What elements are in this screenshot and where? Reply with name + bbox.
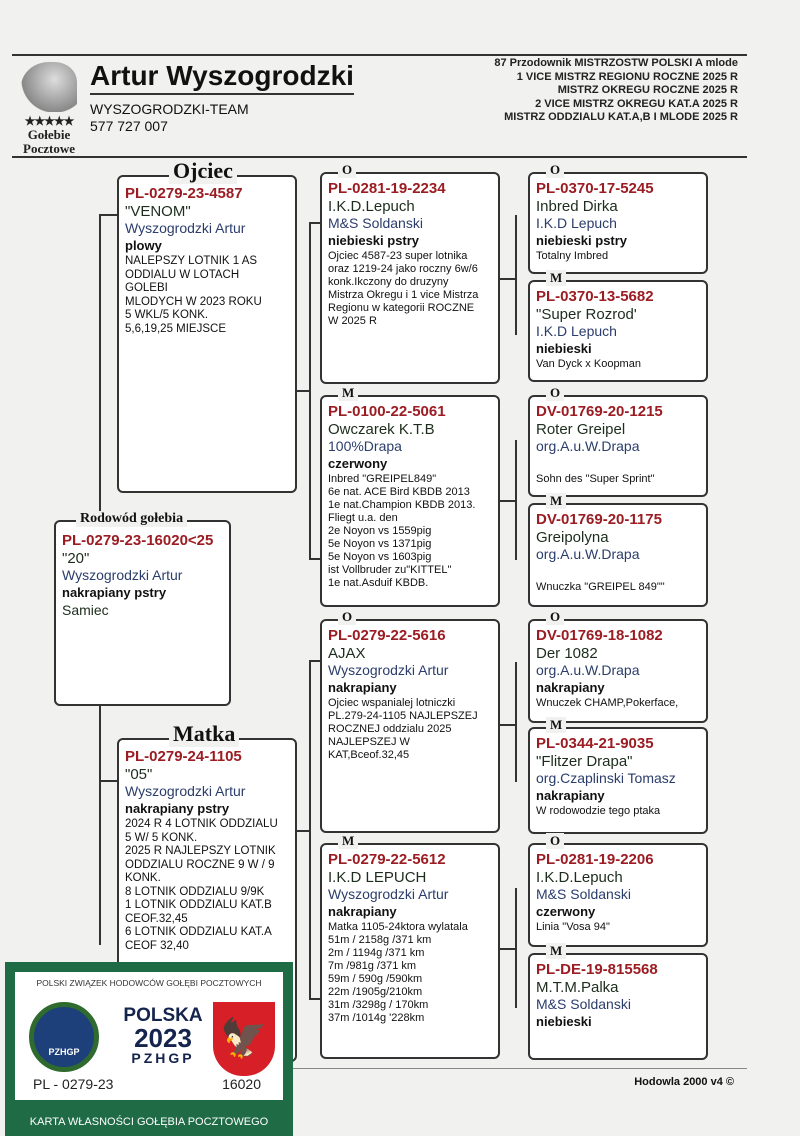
notes: Totalny Imbred <box>536 250 609 262</box>
header-top-rule <box>12 54 747 56</box>
sex-label: O <box>546 385 564 401</box>
achievement: 1 VICE MISTRZ REGIONU ROCZNE 2025 R <box>516 70 738 83</box>
sire-box <box>117 158 297 493</box>
logo-text: Gołebie <box>27 127 71 142</box>
sex-label: M <box>338 385 358 401</box>
card-org: POLSKI ZWIĄZEK HODOWCÓW GOŁĘBI POCZTOWYCH <box>36 978 262 988</box>
pigeon-name: AJAX <box>328 645 366 662</box>
notes: Inbred "GREIPEL849" 6e nat. ACE Bird KBDB 2013 1e nat.Champion KBDB 2013. Fliegt u.a. den 2e Noyon vs 1559pig 5e Noyon vs 1371pig 5e Noyon vs 1603pig ist Vollbruder zu"KITTEL" 1e nat.Asduif KBDB. <box>328 473 476 589</box>
breeder: I.K.D Lepuch <box>536 215 617 231</box>
pigeon-name: I.K.D LEPUCH <box>328 869 427 886</box>
pigeon-name: "20" <box>62 550 90 567</box>
notes: W rodowodzie tego ptaka <box>536 805 661 817</box>
connector <box>499 278 515 280</box>
polish-eagle-icon: 🦅 <box>213 1002 275 1076</box>
pigeon-color: niebieski <box>536 1014 592 1029</box>
connector <box>296 390 310 392</box>
notes: Wnuczka "GREIPEL 849"" <box>536 581 665 593</box>
ring-number: PL-DE-19-815568 <box>536 961 658 978</box>
sex-label: M <box>546 270 566 286</box>
emblem-text: PZHGP <box>48 1047 80 1057</box>
sex-label: M <box>546 943 566 959</box>
header-bottom-rule <box>12 156 747 158</box>
card-year: 2023 <box>134 1023 192 1053</box>
notes: NALEPSZY LOTNIK 1 AS ODDIALU W LOTACH GOLEBI MLODYCH W 2023 ROKU 5 WKL/5 KONK. 5,6,19,25 MIEJSCE <box>125 255 262 335</box>
connector <box>515 888 517 1008</box>
sex-label: O <box>338 162 356 178</box>
pigeon-name: Owczarek K.T.B <box>328 421 435 438</box>
breeder: org.A.u.W.Drapa <box>536 662 640 678</box>
sex-label: O <box>546 609 564 625</box>
pigeon-color: niebieski <box>536 341 592 356</box>
ring-number: PL-0279-24-1105 <box>125 748 242 765</box>
team-name: WYSZOGRODZKI-TEAM <box>90 101 249 117</box>
breeder: M&S Soldanski <box>536 996 631 1012</box>
pigeon-color: nakrapiany <box>328 680 397 695</box>
connector <box>499 724 515 726</box>
dam-label: Matka <box>169 721 239 747</box>
pigeon-name: I.K.D.Lepuch <box>536 869 623 886</box>
notes: 2024 R 4 LOTNIK ODDZIALU 5 W/ 5 KONK. 2025 R NAJLEPSZY LOTNIK ODDZIALU ROCZNE 9 W / 9 KONK. 8 LOTNIK ODDZIALU 9/9K 1 LOTNIK ODDZIALU KAT.B CEOF.32,45 6 LOTNIK ODDZIALU KAT.A CEOF 32,40 <box>125 818 278 952</box>
connector <box>99 214 101 520</box>
sex-label: O <box>338 609 356 625</box>
breeder: Wyszogrodzki Artur <box>125 220 246 236</box>
pigeon-color: nakrapiany <box>536 788 605 803</box>
gen2-ancestor-box <box>320 609 500 833</box>
pigeon-color: nakrapiany <box>328 904 397 919</box>
ring-number: DV-01769-20-1175 <box>536 511 662 528</box>
ring-number: PL-0100-22-5061 <box>328 403 446 420</box>
notes: Ojciec 4587-23 super lotnika oraz 1219-24 jako roczny 6w/6 konk.Ikczony do druzyny Mistrza Okregu i 1 vice Mistrza Regionu w kategorii ROCZNE W 2025 R <box>328 250 479 327</box>
ring-number: PL-0279-23-16020<25 <box>62 532 214 549</box>
gen2-ancestor-box <box>320 385 500 607</box>
breeder: Wyszogrodzki Artur <box>328 886 449 902</box>
notes: Van Dyck x Koopman <box>536 358 641 370</box>
breeder-contact <box>90 101 249 135</box>
sex-label: M <box>338 833 358 849</box>
achievement: MISTRZ ODDZIALU KAT.A,B I MLODE 2025 R <box>504 111 738 123</box>
ring-number: DV-01769-20-1215 <box>536 403 663 420</box>
achievements <box>494 57 738 125</box>
logo-text: Pocztowe <box>23 141 75 156</box>
connector <box>515 215 517 335</box>
card-inner <box>15 972 283 1100</box>
ring-number: PL-0279-22-5612 <box>328 851 446 868</box>
gen3-ancestor-box <box>528 833 708 947</box>
card-ring-prefix: PL - 0279-23 <box>33 1076 114 1092</box>
pigeon-color: niebieski pstry <box>536 233 628 248</box>
pigeon-name: "VENOM" <box>125 203 191 220</box>
gen2-ancestor-box <box>320 833 500 1059</box>
sex-label: M <box>546 493 566 509</box>
stars-icon: ★★★★★ <box>24 114 74 128</box>
phone: 577 727 007 <box>90 118 168 134</box>
gen3-ancestor-box <box>528 609 708 723</box>
connector <box>99 214 118 216</box>
ring-number: PL-0370-17-5245 <box>536 180 654 197</box>
gen3-ancestor-box <box>528 717 708 834</box>
ownership-card <box>5 962 293 1136</box>
breeder: org.A.u.W.Drapa <box>536 438 640 454</box>
connector <box>515 440 517 560</box>
connector <box>309 222 311 560</box>
pigeon-color: plowy <box>125 238 162 253</box>
pigeon-name: "Flitzer Drapa" <box>536 753 633 770</box>
logo <box>14 62 84 156</box>
sex-label: O <box>546 833 564 849</box>
pigeon-color: nakrapiany <box>536 680 605 695</box>
notes: Linia "Vosa 94" <box>536 921 610 933</box>
sex-label: O <box>546 162 564 178</box>
pigeon-logo-icon <box>21 62 77 112</box>
ring-number: PL-0279-22-5616 <box>328 627 446 644</box>
notes: Matka 1105-24ktora wylatala 51m / 2158g /371 km 2m / 1194g /371 km 7m /981g /371 km 59m / 590g /590km 22m /1905g/210km 31m /3298g / 170km 37m /1014g '228km <box>328 921 468 1024</box>
breeder: Wyszogrodzki Artur <box>125 783 246 799</box>
pzhgp-emblem-icon <box>29 1002 99 1072</box>
pedigree-label: Rodowód gołebia <box>76 511 187 527</box>
gen3-ancestor-box <box>528 493 708 607</box>
breeder: 100%Drapa <box>328 438 402 454</box>
pigeon-name: I.K.D.Lepuch <box>328 198 415 215</box>
breeder-name: Artur Wyszogrodzki <box>90 60 354 95</box>
breeder: M&S Soldanski <box>536 886 631 902</box>
achievement: 87 Przodownik MISTRZOSTW POLSKI A mlode <box>494 57 738 69</box>
sire-label: Ojciec <box>169 158 237 184</box>
breeder: org.Czaplinski Tomasz <box>536 770 676 786</box>
pigeon-name: Greipolyna <box>536 529 609 546</box>
pigeon-color: niebieski pstry <box>328 233 420 248</box>
breeder: M&S Soldanski <box>328 215 423 231</box>
gen3-ancestor-box <box>528 385 708 497</box>
breeder: org.A.u.W.Drapa <box>536 546 640 562</box>
connector <box>499 948 515 950</box>
card-caption: KARTA WŁASNOŚCI GOŁĘBIA POCZTOWEGO <box>29 1116 269 1128</box>
pigeon-name: "Super Rozrod' <box>536 306 637 323</box>
gen3-ancestor-box <box>528 270 708 382</box>
pigeon-color: czerwony <box>328 456 388 471</box>
card-ring-number: 16020 <box>222 1076 261 1092</box>
pigeon-name: M.T.M.Palka <box>536 979 619 996</box>
connector <box>296 830 310 832</box>
ring-number: DV-01769-18-1082 <box>536 627 663 644</box>
connector <box>499 500 515 502</box>
gen3-ancestor-box <box>528 162 708 274</box>
breeder: I.K.D Lepuch <box>536 323 617 339</box>
pigeon-color <box>536 455 700 473</box>
gen3-ancestor-box <box>528 943 708 1060</box>
pigeon-name: "05" <box>125 766 153 783</box>
achievement: MISTRZ OKREGU ROCZNE 2025 R <box>557 84 738 96</box>
ring-number: PL-0279-23-4587 <box>125 185 243 202</box>
connector <box>99 780 118 782</box>
ring-number: PL-0344-21-9035 <box>536 735 654 752</box>
pigeon-color: czerwony <box>536 904 596 919</box>
pigeon-color <box>536 563 700 581</box>
achievement: 2 VICE MISTRZ OKREGU KAT.A 2025 R <box>535 97 738 110</box>
notes: Wnuczek CHAMP,Pokerface, <box>536 697 679 709</box>
connector <box>309 660 311 1000</box>
connector <box>515 662 517 782</box>
pigeon-box <box>54 511 231 706</box>
sex-label: M <box>546 717 566 733</box>
gen2-ancestor-box <box>320 162 500 384</box>
pigeon-name: Roter Greipel <box>536 421 626 438</box>
pigeon-sex: Samiec <box>62 602 109 618</box>
notes: Ojciec wspanialej lotniczki PL.279-24-1105 NAJLEPSZEJ ROCZNEJ oddzialu 2025 NAJLEPSZEJ W KAT,Bceof.32,45 <box>328 697 478 761</box>
breeder: Wyszogrodzki Artur <box>62 567 183 583</box>
pigeon-name: Der 1082 <box>536 645 598 662</box>
connector <box>99 705 101 945</box>
software-credit: Hodowla 2000 v4 © <box>634 1076 734 1088</box>
pigeon-name: Inbred Dirka <box>536 198 618 215</box>
card-country: POLSKA <box>123 1005 203 1026</box>
ring-number: PL-0281-19-2234 <box>328 180 446 197</box>
ring-number: PL-0281-19-2206 <box>536 851 654 868</box>
notes: Sohn des "Super Sprint" <box>536 473 655 485</box>
card-title <box>123 1006 203 1065</box>
breeder: Wyszogrodzki Artur <box>328 662 449 678</box>
card-abbr: PZHGP <box>131 1050 195 1066</box>
ring-number: PL-0370-13-5682 <box>536 288 654 305</box>
pigeon-color: nakrapiany pstry <box>62 585 167 600</box>
pigeon-color: nakrapiany pstry <box>125 801 230 816</box>
